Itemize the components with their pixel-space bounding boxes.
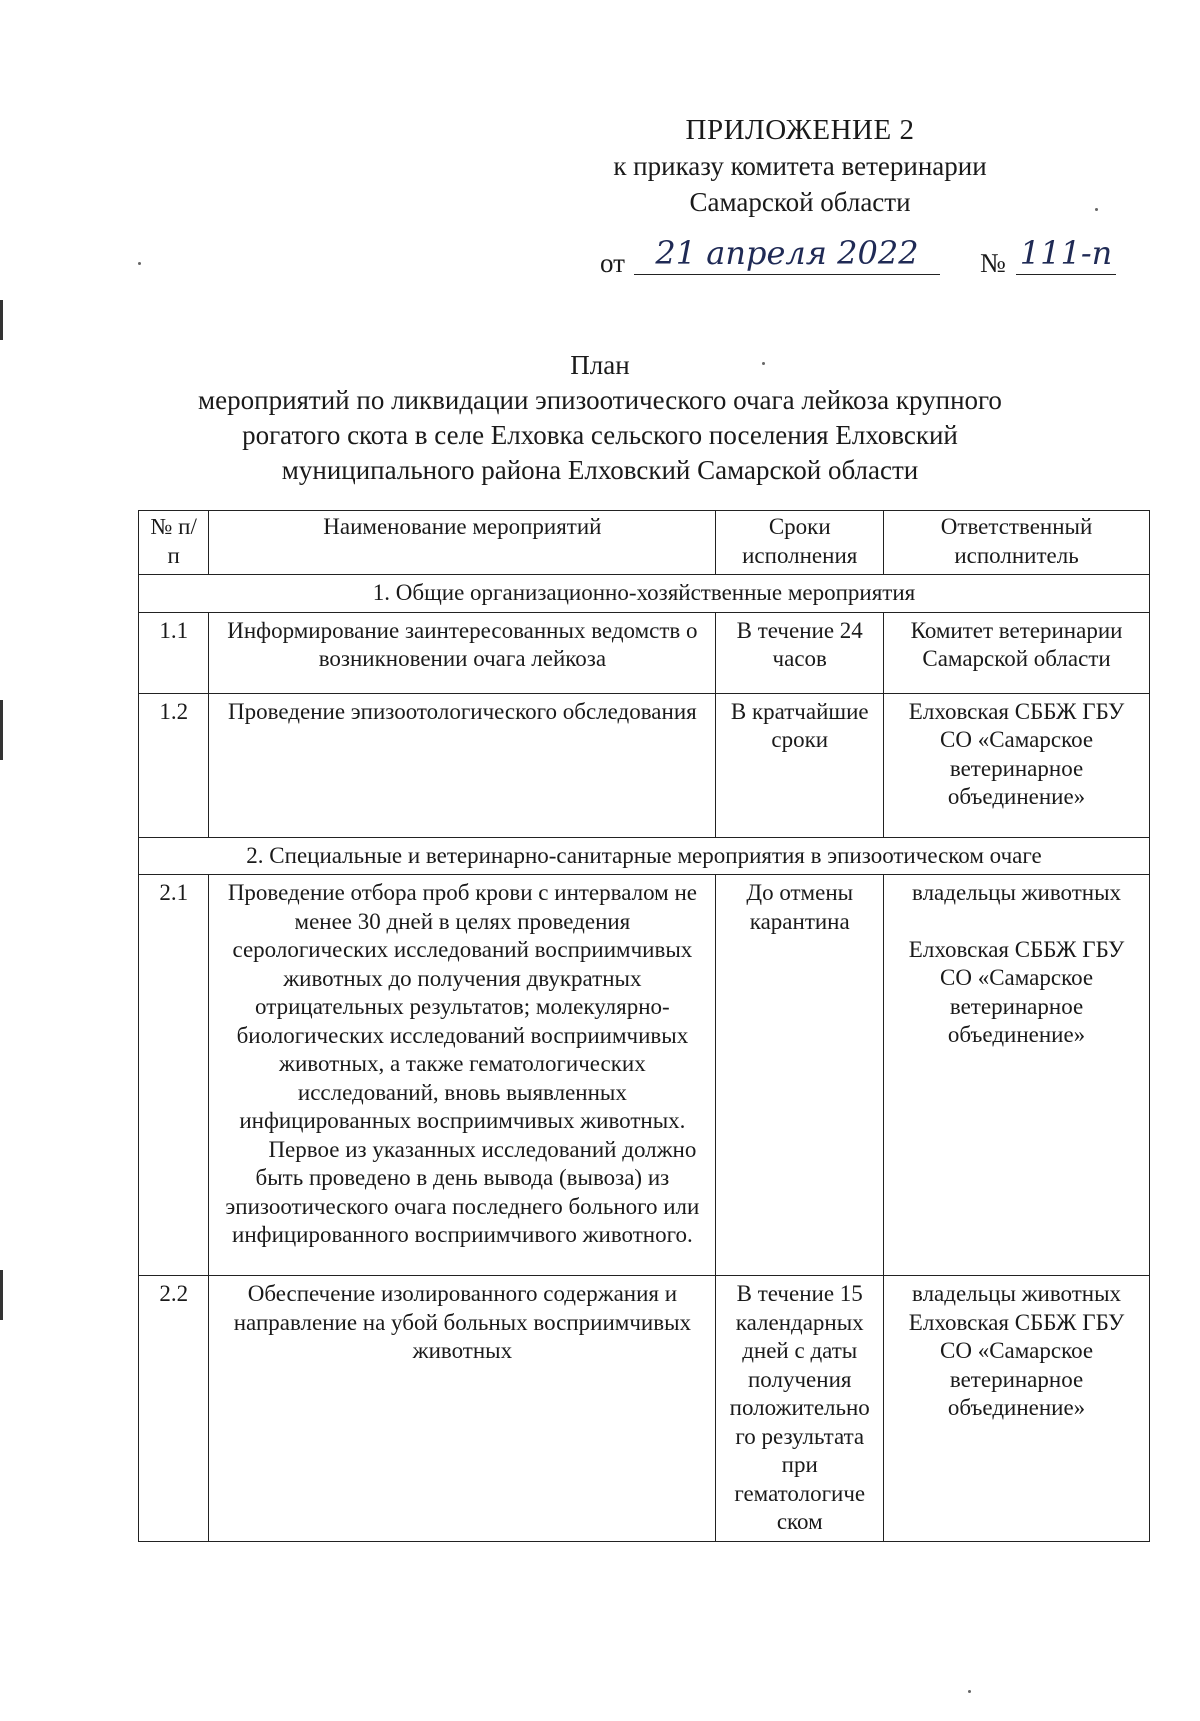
row-name: Проведение эпизоотологического обследования <box>209 693 716 837</box>
section-title: 2. Специальные и ветеринарно-санитарные мероприятия в эпизоотическом очаге <box>139 837 1150 875</box>
row-name: Информирование заинтересованных ведомств о возникновении очага лейкоза <box>209 612 716 693</box>
appendix-title: ПРИЛОЖЕНИЕ 2 <box>685 114 915 146</box>
row-resp: Елховская СББЖ ГБУ СО «Самарское ветеринарное объединение» <box>884 693 1150 837</box>
appendix-region: Самарской области <box>689 187 911 217</box>
plan-subtitle-line: рогатого скота в селе Елховка сельского поселения Елховский <box>242 420 958 450</box>
number-label: № <box>980 248 1006 278</box>
plan-subtitle-line: муниципального района Елховский Самарской области <box>281 455 919 485</box>
row-num: 2.2 <box>139 1276 209 1542</box>
row-name-paragraph-indented <box>215 1136 709 1250</box>
header-resp: Ответственный исполнитель <box>884 511 1150 575</box>
handwritten-number: 111-п <box>1016 234 1116 275</box>
row-num: 1.1 <box>139 612 209 693</box>
row-term: В течение 24 часов <box>716 612 884 693</box>
row-name-paragraph: Проведение отбора проб крови с интервалом не менее 30 дней в целях проведения серологических исследований восприимчивых животных до получения двукратных отрицательных результатов; молекулярно-биологических исследований восприимчивых животных, а также гематологических исследований, вновь выявленных инфицированных восприимчивых животных. <box>227 880 697 1133</box>
header-name: Наименование мероприятий <box>209 511 716 575</box>
scan-speck <box>138 262 141 265</box>
scan-edge-mark <box>0 300 3 340</box>
row-name-paragraph: Первое из указанных исследований должно быть проведено в день вывода (вывоза) из эпизоотического очага последнего больного или инфицированного восприимчивого животного. <box>225 1136 700 1247</box>
scan-speck <box>1095 208 1098 211</box>
row-resp-org: Елховская СББЖ ГБУ СО «Самарское ветеринарное объединение» <box>908 936 1125 1047</box>
date-prefix: от <box>600 248 625 278</box>
scan-edge-mark <box>0 700 3 760</box>
appendix-subtitle: к приказу комитета ветеринарии <box>613 151 987 181</box>
row-resp-owner: владельцы животных <box>912 1281 1122 1306</box>
section-row <box>139 837 1150 875</box>
table-header-row <box>139 511 1150 575</box>
table-row <box>139 693 1150 837</box>
header-num: № п/п <box>139 511 209 575</box>
plan-subtitle-line: мероприятий по ликвидации эпизоотического очага лейкоза крупного <box>198 385 1002 415</box>
header-term: Сроки исполнения <box>716 511 884 575</box>
row-resp-cell <box>884 1276 1150 1542</box>
section-title: 1. Общие организационно-хозяйственные мероприятия <box>139 575 1150 613</box>
row-term: В кратчайшие сроки <box>716 693 884 837</box>
plan-table <box>138 510 1150 1542</box>
row-name-cell <box>209 875 716 1276</box>
plan-heading <box>180 348 1020 488</box>
scan-edge-mark <box>0 1270 3 1320</box>
row-name: Обеспечение изолированного содержания и направление на убой больных восприимчивых животных <box>209 1276 716 1542</box>
table-row <box>139 1276 1150 1542</box>
plan-title: План <box>570 350 630 380</box>
row-term: До отмены карантина <box>716 875 884 1276</box>
section-row <box>139 575 1150 613</box>
table-row <box>139 875 1150 1276</box>
table-row <box>139 612 1150 693</box>
scan-speck <box>968 1690 971 1693</box>
row-resp: Комитет ветеринарии Самарской области <box>884 612 1150 693</box>
handwritten-date: 21 апреля 2022 <box>634 234 940 275</box>
row-resp-owner: владельцы животных <box>912 880 1122 905</box>
row-num: 1.2 <box>139 693 209 837</box>
appendix-header <box>570 112 1030 220</box>
row-resp-cell <box>884 875 1150 1276</box>
row-resp-org: Елховская СББЖ ГБУ СО «Самарское ветеринарное объединение» <box>908 1309 1125 1420</box>
order-date-line <box>600 234 1120 284</box>
row-num: 2.1 <box>139 875 209 1276</box>
row-term: В течение 15 календарных дней с даты получения положительно го результата при гематологиче ском <box>716 1276 884 1542</box>
